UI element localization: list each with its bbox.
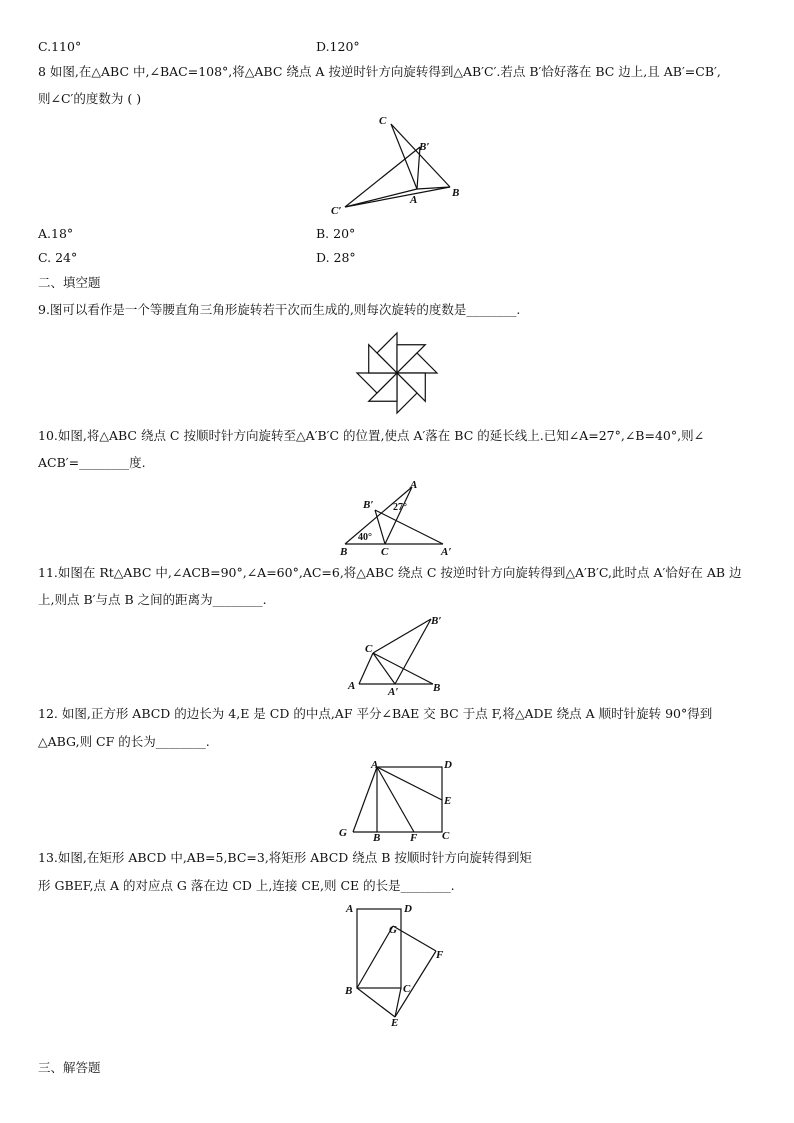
q13-label-b: B bbox=[345, 985, 353, 997]
q13-label-e: E bbox=[391, 1017, 399, 1029]
q10-question-line2: ACB′=________度. bbox=[38, 455, 146, 470]
q13-label-g: G bbox=[389, 924, 397, 936]
q11-label-a: A bbox=[348, 680, 356, 692]
q10-label-b: B bbox=[340, 546, 348, 558]
q12-label-b: B bbox=[373, 832, 381, 844]
q8-question-line2: 则∠C′的度数为 ( ) bbox=[38, 91, 142, 106]
q8-label-b-prime: B′ bbox=[419, 141, 430, 153]
q12-question-line2: △ABG,则 CF 的长为________. bbox=[38, 734, 210, 749]
q12-label-d: D bbox=[444, 759, 452, 771]
q12-label-a: A bbox=[371, 759, 379, 771]
q10-label-a-prime: A′ bbox=[441, 546, 452, 558]
q8-option-d: D. 28° bbox=[316, 250, 356, 265]
q11-figure bbox=[345, 612, 455, 697]
q13-label-c: C bbox=[403, 983, 411, 995]
q13-label-a: A bbox=[346, 903, 354, 915]
q12-label-f: F bbox=[410, 832, 418, 844]
q7-option-c: C.110° bbox=[38, 39, 82, 54]
q10-figure bbox=[330, 474, 465, 558]
q10-label-c: C bbox=[381, 546, 389, 558]
q12-label-g: G bbox=[339, 827, 347, 839]
q13-label-d: D bbox=[404, 903, 412, 915]
q10-angle-b: 40° bbox=[358, 532, 372, 543]
q10-angle-a: 27° bbox=[393, 502, 407, 513]
q13-question-line1: 13.如图,在矩形 ABCD 中,AB=5,BC=3,将矩形 ABCD 绕点 B 按顺时针方向旋转得到矩 bbox=[38, 850, 532, 865]
section-fill-in-heading: 二、填空题 bbox=[38, 275, 101, 290]
q10-label-a: A bbox=[410, 479, 418, 491]
q8-option-b: B. 20° bbox=[316, 226, 356, 241]
q7-option-d: D.120° bbox=[316, 39, 360, 54]
q11-question-line2: 上,则点 B′与点 B 之间的距离为________. bbox=[38, 592, 267, 607]
q11-label-a-prime: A′ bbox=[388, 686, 399, 697]
q11-label-b-prime: B′ bbox=[431, 615, 442, 627]
q12-label-e: E bbox=[444, 795, 452, 807]
section-answer-heading: 三、解答题 bbox=[38, 1060, 101, 1075]
q10-question-line1: 10.如图,将△ABC 绕点 C 按顺时针方向旋转至△A′B′C 的位置,使点 A′落在 BC 的延长线上.已知∠A=27°,∠B=40°,则∠ bbox=[38, 428, 705, 443]
q11-question-line1: 11.如图在 Rt△ABC 中,∠ACB=90°,∠A=60°,AC=6,将△ABC 绕点 C 按逆时针方向旋转得到△A′B′C,此时点 A′恰好在 AB 边 bbox=[38, 565, 742, 580]
q11-label-c: C bbox=[365, 643, 373, 655]
q13-figure bbox=[340, 898, 455, 1030]
q11-label-b: B bbox=[433, 682, 441, 694]
q12-figure bbox=[336, 756, 461, 846]
q8-figure bbox=[325, 110, 475, 220]
q8-question-line1: 8 如图,在△ABC 中,∠BAC=108°,将△ABC 绕点 A 按逆时针方向旋转得到△AB′C′.若点 B′恰好落在 BC 边上,且 AB′=CB′, bbox=[38, 64, 721, 79]
q13-label-f: F bbox=[436, 949, 444, 961]
q8-label-c: C bbox=[379, 115, 387, 127]
q12-question-line1: 12. 如图,正方形 ABCD 的边长为 4,E 是 CD 的中点,AF 平分∠BAE 交 BC 于点 F,将△ADE 绕点 A 顺时针旋转 90°得到 bbox=[38, 706, 713, 721]
q8-option-c: C. 24° bbox=[38, 250, 78, 265]
q8-option-a: A.18° bbox=[38, 226, 74, 241]
q8-label-b: B bbox=[452, 187, 460, 199]
q10-label-b-prime: B′ bbox=[363, 499, 374, 511]
q9-pinwheel-figure bbox=[352, 328, 442, 418]
q8-label-a: A bbox=[410, 194, 418, 206]
q12-label-c: C bbox=[442, 830, 450, 842]
q9-question: 9.图可以看作是一个等腰直角三角形旋转若干次而生成的,则每次旋转的度数是________. bbox=[38, 302, 521, 317]
q13-question-line2: 形 GBEF,点 A 的对应点 G 落在边 CD 上,连接 CE,则 CE 的长是________. bbox=[38, 878, 455, 893]
q8-label-c-prime: C′ bbox=[331, 205, 342, 217]
